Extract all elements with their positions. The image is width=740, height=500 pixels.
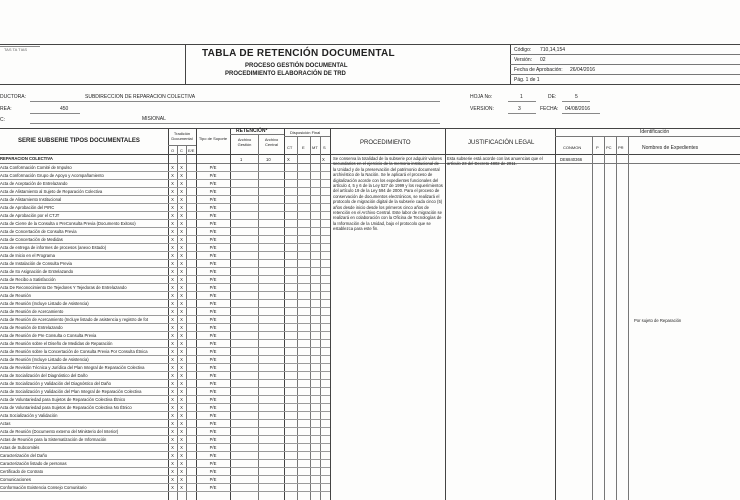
document-type-label: Caracterización del Daño <box>0 452 48 458</box>
support-type: P/E <box>209 244 217 250</box>
original-mark: X <box>171 452 174 458</box>
document-type-label: Acta de Socialización y Validación del Diagnóstico del Daño <box>0 380 111 386</box>
document-title: TABLA DE RETENCIÓN DOCUMENTAL <box>202 48 395 59</box>
original-mark: X <box>171 388 174 394</box>
copy-mark: X <box>180 444 183 450</box>
original-mark: X <box>171 356 174 362</box>
document-type-label: Caracterización listado de personas <box>0 460 67 466</box>
document-type-label: Acta de Reunión (Incluye Listado de Asistencia) <box>0 300 89 306</box>
document-type-label: Acta de Reunión de Entrelazando <box>0 324 63 330</box>
original-mark: X <box>171 372 174 378</box>
document-type-label: Acta de Aprobación del PIRC <box>0 204 55 210</box>
support-type: P/E <box>209 412 217 418</box>
col-identificacion-header: Identificación <box>640 129 670 135</box>
support-type: P/E <box>209 196 217 202</box>
document-type-label: Acta de Reunión (Documento externo del Ministerio del Interior) <box>0 428 119 434</box>
code-label: Código: <box>514 47 532 53</box>
support-type: P/E <box>209 428 217 434</box>
copy-mark: X <box>180 428 183 434</box>
col-e-header: E/E <box>188 148 195 153</box>
support-type: P/E <box>209 444 217 450</box>
support-type: P/E <box>209 380 217 386</box>
code-version-label: Versión: <box>514 57 533 63</box>
original-mark: X <box>171 324 174 330</box>
col-c-header: C <box>180 148 183 153</box>
document-type-label: Acta Conformación Grupo de Apoyo y Acompañamiento <box>0 172 104 178</box>
support-type: P/E <box>209 388 217 394</box>
original-mark: X <box>171 348 174 354</box>
col-procedimiento-header: PROCEDIMIENTO <box>360 140 411 146</box>
support-type: P/E <box>209 452 217 458</box>
support-type: P/E <box>209 300 217 306</box>
copy-mark: X <box>180 268 183 274</box>
original-mark: X <box>171 420 174 426</box>
original-mark: X <box>171 204 174 210</box>
procedimiento-text: Se conserva la totalidad de la subserie por adquirir valores secundarios en el ejercicio de la memoria institucional de la Unidad y de la preservación del patrimonio documental archivístico de la Nación. Se le aplicará el proceso de digitalización acorde con los expedientes funcionales del artículo 4, 5 y 6 de la Ley 527 de 1999 y los requerimientos del artículo 19 de la Ley 594 de 2000. Para el proceso de conservación de documentos electrónicos, se realizará el protocolo de migración digital de la subserie cada cinco (5) años desde inicio desde los primeros cinco años de retención en el Archivo Central. Este labor de migración se realizará en colaboración con la Oficina de Tecnologías de la Información de la Unidad, bajo el protocolo que se establezca para este fin. <box>333 156 443 232</box>
support-type: P/E <box>209 164 217 170</box>
support-type: P/E <box>209 396 217 402</box>
original-mark: X <box>171 212 174 218</box>
process-subtitle: PROCESO GESTIÓN DOCUMENTAL <box>245 63 348 69</box>
support-type: P/E <box>209 356 217 362</box>
document-type-label: Acta de Alistamiento al Sujeto de Reparación Colectiva <box>0 188 103 194</box>
support-type: P/E <box>209 484 217 490</box>
fecha-label: FECHA: <box>540 106 559 112</box>
copy-mark: X <box>180 372 183 378</box>
col-archivo-gestion-header: Archivo Gestión <box>237 137 252 147</box>
support-type: P/E <box>209 476 217 482</box>
support-type: P/E <box>209 324 217 330</box>
copy-mark: X <box>180 324 183 330</box>
support-type: P/E <box>209 340 217 346</box>
document-type-label: Actas de Subcomités <box>0 444 40 450</box>
copy-mark: X <box>180 180 183 186</box>
support-type: P/E <box>209 188 217 194</box>
col-disposicion-header: Disposición Final <box>290 130 321 135</box>
document-type-label: Certificado de Contrato <box>0 468 44 474</box>
copy-mark: X <box>180 420 183 426</box>
support-type: P/E <box>209 292 217 298</box>
document-type-label: Acta de Voluntariedad para Sujetos de Reparación Colectiva No Étnico <box>0 404 132 410</box>
hoja-label: HOJA No: <box>470 94 493 100</box>
copy-mark: X <box>180 196 183 202</box>
original-mark: X <box>171 476 174 482</box>
support-type: P/E <box>209 308 217 314</box>
support-type: P/E <box>209 180 217 186</box>
document-type-label: Acta de Cierre de la Consulta o PreConsulta Previa (Documento Exitoso) <box>0 220 136 226</box>
original-mark: X <box>171 284 174 290</box>
document-type-label: Acta de Ito Asignación de Entrelazando <box>0 268 74 274</box>
support-type: P/E <box>209 468 217 474</box>
original-mark: X <box>171 444 174 450</box>
document-type-label: Acta Socialización y Validación <box>0 412 58 418</box>
document-type-label: Acta de Aprobación por el CTJT <box>0 212 60 218</box>
central-value: 10 <box>266 157 271 162</box>
original-mark: X <box>171 228 174 234</box>
support-type: P/E <box>209 436 217 442</box>
copy-mark: X <box>180 292 183 298</box>
approval-date-label: Fecha de Aprobación: <box>514 67 563 73</box>
col-e2-header: E <box>302 145 305 150</box>
support-type: P/E <box>209 460 217 466</box>
copy-mark: X <box>180 300 183 306</box>
support-type: P/E <box>209 420 217 426</box>
col-retencion-header: RETENCIÓN* <box>236 128 268 134</box>
support-type: P/E <box>209 228 217 234</box>
col-pr-header: PR <box>618 145 624 150</box>
document-type-label: Actas <box>0 420 11 426</box>
copy-mark: X <box>180 276 183 282</box>
conmon-value: DE6840366 <box>560 157 583 162</box>
copy-mark: X <box>180 212 183 218</box>
support-type: P/E <box>209 260 217 266</box>
copy-mark: X <box>180 356 183 362</box>
original-mark: X <box>171 484 174 490</box>
support-type: P/E <box>209 332 217 338</box>
document-type-label: Acta de Reunión sobre el Diseño de Medidas de Reparación <box>0 340 113 346</box>
expediente-note: Por sujeto de Reparación <box>634 318 682 323</box>
document-type-label: Acta de Concertación de Medidas <box>0 236 63 242</box>
support-type: P/E <box>209 404 217 410</box>
document-type-label: Acta De Reconocimiento De Tejedores Y Tejedoras de Entrelazando <box>0 284 127 290</box>
original-mark: X <box>171 188 174 194</box>
copy-mark: X <box>180 188 183 194</box>
code-value: 710,14,154 <box>540 47 566 53</box>
col-serie-header: SERIE SUBSERIE TIPOS DOCUMENTALES <box>18 138 140 144</box>
support-type: P/E <box>209 276 217 282</box>
original-mark: X <box>171 236 174 242</box>
col-p-header: P <box>596 145 599 150</box>
copy-mark: X <box>180 460 183 466</box>
col-pc-header: PC <box>606 145 612 150</box>
logo-text: TAS TA TIAS <box>4 47 28 52</box>
document-type-label: Acta de Reunión <box>0 292 31 298</box>
copy-mark: X <box>180 452 183 458</box>
gestion-value: 1 <box>240 157 243 162</box>
original-mark: X <box>171 308 174 314</box>
document-type-label: Acta de Socialización del Diagnóstico del Daño <box>0 372 88 378</box>
original-mark: X <box>171 300 174 306</box>
document-type-label: Acta de Voluntariedad para Sujetos de Reparación Colectiva Étnico <box>0 396 126 402</box>
document-type-label: Actas de Reunión para la Sistematización de Información <box>0 436 107 442</box>
col-o-header: O <box>171 148 175 153</box>
de-label: DE: <box>548 94 557 100</box>
original-mark: X <box>171 396 174 402</box>
original-mark: X <box>171 180 174 186</box>
col-nombres-header: Nombres de Expedientes <box>642 145 699 151</box>
document-type-label: Acta Conformación Comité de Impulso <box>0 164 72 170</box>
code-version-value: 02 <box>540 57 546 63</box>
copy-mark: X <box>180 436 183 442</box>
support-type: P/E <box>209 236 217 242</box>
original-mark: X <box>171 340 174 346</box>
copy-mark: X <box>180 244 183 250</box>
document-type-label: Acta de Reunión (Incluye Listado de Asistencia) <box>0 356 89 362</box>
document-type-label: Acta de Reunión de Acercamiento <box>0 308 64 314</box>
copy-mark: X <box>180 220 183 226</box>
document-type-label: Acta de Revisión Técnica y Jurídica del Plan Integral de Reparación Colectiva <box>0 364 145 370</box>
original-mark: X <box>171 380 174 386</box>
document-type-label: Conformación Existencia Consejo Comunitario <box>0 484 87 490</box>
copy-mark: X <box>180 388 183 394</box>
ct-mark: X <box>287 157 290 162</box>
version-value: 3 <box>518 106 521 112</box>
copy-mark: X <box>180 476 183 482</box>
c-label: C: <box>0 117 5 123</box>
support-type: P/E <box>209 268 217 274</box>
document-type-label: Acta de Inicio en el Programa <box>0 252 55 258</box>
copy-mark: X <box>180 348 183 354</box>
original-mark: X <box>171 172 174 178</box>
page-number: Pág. 1 de 1 <box>514 77 540 83</box>
col-archivo-central-header: Archivo Central <box>264 137 279 147</box>
document-type-label: Acta de entrega de informes de procesos (anexo Estado) <box>0 244 107 250</box>
original-mark: X <box>171 220 174 226</box>
copy-mark: X <box>180 404 183 410</box>
original-mark: X <box>171 292 174 298</box>
de-value: 5 <box>575 94 578 100</box>
document-type-label: Acta de Reunión de Pre Consulta o Consulta Previa <box>0 332 97 338</box>
col-soporte-header: Tipo de Soporte <box>198 136 228 141</box>
productora-label: DUCTORA: <box>0 94 27 100</box>
copy-mark: X <box>180 364 183 370</box>
copy-mark: X <box>180 484 183 490</box>
copy-mark: X <box>180 260 183 266</box>
area-label: REA: <box>0 106 12 112</box>
document-type-label: Acta de Socialización y Validación del Plan Integral de Reparación Colectiva <box>0 388 142 394</box>
copy-mark: X <box>180 172 183 178</box>
copy-mark: X <box>180 284 183 290</box>
support-type: P/E <box>209 212 217 218</box>
original-mark: X <box>171 196 174 202</box>
series-title: REPARACION COLECTIVA <box>0 156 53 161</box>
copy-mark: X <box>180 228 183 234</box>
copy-mark: X <box>180 316 183 322</box>
document-type-label: Acta de Instalación de Consulta Previa <box>0 260 72 266</box>
col-mt-header: MT <box>312 145 318 150</box>
logo-rule <box>0 46 40 47</box>
fecha-value: 04/08/2016 <box>565 106 591 112</box>
original-mark: X <box>171 364 174 370</box>
document-type-label: Acta de Concertación de Consulta Previa <box>0 228 77 234</box>
original-mark: X <box>171 164 174 170</box>
copy-mark: X <box>180 332 183 338</box>
copy-mark: X <box>180 396 183 402</box>
support-type: P/E <box>209 316 217 322</box>
support-type: P/E <box>209 364 217 370</box>
original-mark: X <box>171 460 174 466</box>
approval-date-value: 26/04/2016 <box>570 67 596 73</box>
support-type: P/E <box>209 220 217 226</box>
original-mark: X <box>171 268 174 274</box>
hoja-value: 1 <box>520 94 523 100</box>
copy-mark: X <box>180 164 183 170</box>
copy-mark: X <box>180 340 183 346</box>
justificacion-text: Esta subserie está acorde con las anuencias que el artículo 23 del Decreto 4802 de 2011. <box>447 156 543 167</box>
support-type: P/E <box>209 204 217 210</box>
original-mark: X <box>171 276 174 282</box>
support-type: P/E <box>209 372 217 378</box>
copy-mark: X <box>180 308 183 314</box>
area-value: 450 <box>60 106 69 112</box>
original-mark: X <box>171 252 174 258</box>
original-mark: X <box>171 332 174 338</box>
document-type-label: Acta de Reunión de Acercamiento (Incluye listado de asistencia y registro de fot <box>0 316 149 322</box>
original-mark: X <box>171 404 174 410</box>
document-type-label: Acta de Alistamiento Institucional <box>0 196 62 202</box>
col-tradicion-header: Tradición Documental <box>171 131 193 141</box>
original-mark: X <box>171 436 174 442</box>
col-ct-header: CT <box>287 145 293 150</box>
document-type-label: Comunicaciones <box>0 476 31 482</box>
copy-mark: X <box>180 236 183 242</box>
original-mark: X <box>171 428 174 434</box>
copy-mark: X <box>180 204 183 210</box>
col-s-header: S <box>323 145 326 150</box>
col-justificacion-header: JUSTIFICACIÓN LEGAL <box>468 140 535 146</box>
document-type-label: Acta de Aceptación de Entrelazando <box>0 180 68 186</box>
copy-mark: X <box>180 252 183 258</box>
support-type: P/E <box>209 172 217 178</box>
productora-value: SUBDIRECCION DE REPARACION COLECTIVA <box>85 94 196 100</box>
version-label: VERSION: <box>470 106 494 112</box>
original-mark: X <box>171 316 174 322</box>
s-mark: X <box>322 157 325 162</box>
misional-value: MISIONAL <box>142 116 166 122</box>
copy-mark: X <box>180 380 183 386</box>
support-type: P/E <box>209 348 217 354</box>
support-type: P/E <box>209 284 217 290</box>
copy-mark: X <box>180 412 183 418</box>
original-mark: X <box>171 260 174 266</box>
original-mark: X <box>171 412 174 418</box>
support-type: P/E <box>209 252 217 258</box>
copy-mark: X <box>180 468 183 474</box>
row-divider <box>0 491 330 492</box>
original-mark: X <box>171 244 174 250</box>
procedure-subtitle: PROCEDIMIENTO ELABORACIÓN DE TRD <box>225 71 346 77</box>
original-mark: X <box>171 468 174 474</box>
document-type-label: Acta de Recibo a Satisfacción <box>0 276 56 282</box>
col-conmon-header: CONMON <box>563 145 582 150</box>
document-type-label: Acta de Reunión sobre la Concertación de Consulta Previa Por Consulta Étnica <box>0 348 148 354</box>
